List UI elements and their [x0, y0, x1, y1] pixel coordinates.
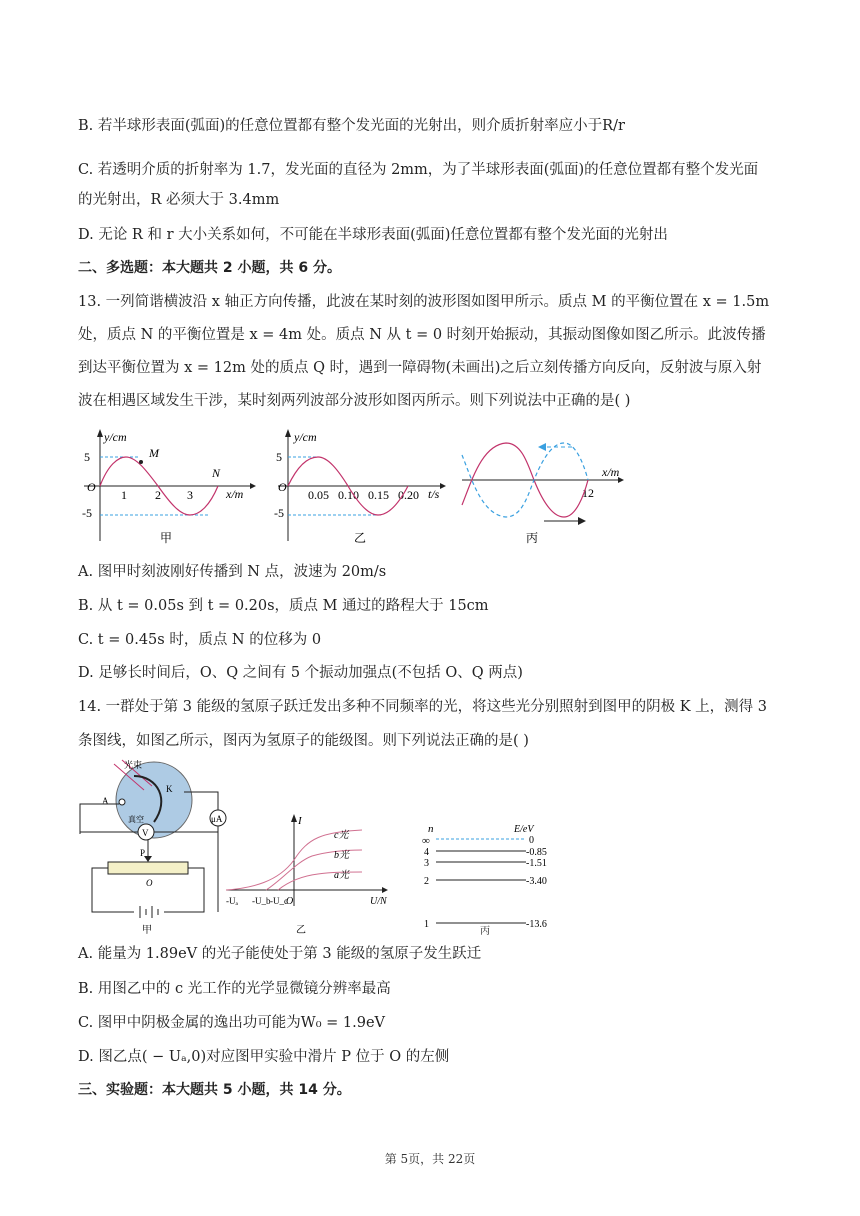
- jia14-beam: 光束: [124, 760, 143, 770]
- bing14-l3: 3: [424, 858, 429, 869]
- jia-xlabel: x/m: [226, 487, 244, 501]
- option-d-12: D. 无论 R 和 r 大小关系如何，不可能在半球形表面(弧面)任意位置都有整个发光面的光射出: [78, 227, 668, 243]
- bing14-caption: 丙: [480, 926, 490, 937]
- jia14-vacuum: 真空: [128, 815, 144, 824]
- yi-origin: O: [278, 480, 287, 494]
- jia-y5: 5: [84, 450, 90, 464]
- option-c-14: C. 图甲中阴极金属的逸出功可能为W₀ = 1.9eV: [78, 1015, 385, 1031]
- option-a-13: A. 图甲时刻波刚好传播到 N 点，波速为 20m/s: [78, 564, 387, 580]
- yi-caption: 乙: [354, 531, 367, 545]
- page-footer: 第 5页，共 22页: [384, 1152, 476, 1166]
- bing14-e2: -3.40: [526, 876, 547, 887]
- option-c-12-cont: 的光射出，R 必须大于 3.4mm: [78, 192, 280, 208]
- jia14-p: P: [140, 848, 146, 858]
- jia-ylabel: y/cm: [104, 430, 127, 444]
- yi14-a: a光: [334, 870, 349, 881]
- jia-point-m: M: [149, 446, 159, 460]
- figure-14-yi: [222, 810, 402, 935]
- option-a-14: A. 能量为 1.89eV 的光子能使处于第 3 能级的氢原子发生跃迁: [78, 946, 482, 962]
- yi14-b: b光: [334, 850, 349, 861]
- yi14-caption: 乙: [296, 925, 306, 935]
- option-d-14: D. 图乙点( − Uₐ,0)对应图甲实验中滑片 P 位于 O 的左侧: [78, 1049, 450, 1065]
- question-13-line-4: 波在相遇区域发生干涉，某时刻两列波部分波形如图丙所示。则下列说法中正确的是( ): [78, 393, 631, 409]
- bing14-e3: -1.51: [526, 858, 547, 869]
- yi-y5: 5: [276, 450, 282, 464]
- question-13-line-3: 到达平衡位置为 x = 12m 处的质点 Q 时，遇到一障碍物(未画出)之后立刻传播方向反向，反射波与原入射: [78, 360, 762, 376]
- bing-caption: 丙: [526, 531, 539, 545]
- figure-13-bing: [458, 425, 638, 550]
- question-13-line-1: 13. 一列简谐横波沿 x 轴正方向传播，此波在某时刻的波形图如图甲所示。质点 M 的平衡位置在 x = 1.5m: [78, 294, 770, 310]
- jia-tick-1: 1: [121, 488, 127, 502]
- yi-tick-1: 0.05: [308, 488, 329, 502]
- jia14-a: A: [102, 796, 109, 806]
- option-b-13: B. 从 t = 0.05s 到 t = 0.20s，质点 M 通过的路程大于 15cm: [78, 598, 489, 614]
- jia14-caption: 甲: [142, 925, 152, 936]
- bing-xlabel: x/m: [602, 465, 620, 479]
- bing14-l2: 2: [424, 876, 429, 887]
- yi-tick-2: 0.10: [338, 488, 359, 502]
- bing14-e0: 0: [529, 835, 534, 846]
- figure-13-jia: [78, 425, 258, 550]
- jia14-o: O: [146, 878, 153, 888]
- bing14-inf: ∞: [422, 835, 430, 847]
- jia-yneg5: -5: [82, 506, 92, 520]
- bing14-l1: 1: [424, 919, 429, 930]
- option-c-12: C. 若透明介质的折射率为 1.7，发光面的直径为 2mm，为了半球形表面(弧面)的任意位置都有整个发光面: [78, 162, 759, 178]
- question-14-line-2: 条图线，如图乙所示，图丙为氢原子的能级图。则下列说法正确的是( ): [78, 733, 529, 749]
- section-heading-3: 三、实验题：本大题共 5 小题，共 14 分。: [78, 1082, 351, 1098]
- option-c-13: C. t = 0.45s 时，质点 N 的位移为 0: [78, 632, 322, 648]
- option-d-13: D. 足够长时间后，O、Q 之间有 5 个振动加强点(不包括 O、Q 两点): [78, 665, 523, 681]
- jia14-k: K: [166, 784, 173, 794]
- yi-tick-3: 0.15: [368, 488, 389, 502]
- yi14-o: O: [286, 896, 294, 907]
- question-13-line-2: 处，质点 N 的平衡位置是 x = 4m 处。质点 N 从 t = 0 时刻开始振动，其振动图像如图乙所示。此波传播: [78, 327, 766, 343]
- jia-tick-3: 3: [187, 488, 193, 502]
- yi-ylabel: y/cm: [294, 430, 317, 444]
- figure-14-jia: [74, 756, 234, 936]
- jia14-voltmeter: V: [142, 828, 149, 838]
- bing14-l4: 4: [424, 847, 429, 858]
- bing14-e1: -13.6: [526, 919, 547, 930]
- option-b-12: B. 若半球形表面(弧面)的任意位置都有整个发光面的光射出，则介质折射率应小于R/r: [78, 118, 625, 134]
- jia-caption: 甲: [160, 531, 173, 545]
- section-heading-2: 二、多选题：本大题共 2 小题，共 6 分。: [78, 260, 341, 276]
- option-b-14: B. 用图乙中的 c 光工作的光学显微镜分辨率最高: [78, 981, 391, 997]
- figure-13-yi: [272, 425, 452, 550]
- yi14-i-label: I: [298, 815, 302, 827]
- yi14-uc: -U_c: [270, 896, 288, 906]
- bing-tick-12: 12: [582, 486, 594, 500]
- jia14-microammeter: μA: [211, 814, 223, 824]
- question-14-line-1: 14. 一群处于第 3 能级的氢原子跃迁发出多种不同频率的光，将这些光分别照射到图甲的阴极 K 上，测得 3: [78, 699, 767, 715]
- jia-tick-2: 2: [155, 488, 161, 502]
- yi-tick-4: 0.20: [398, 488, 419, 502]
- jia-origin: O: [87, 480, 96, 494]
- yi14-ub: -U_b: [252, 896, 271, 906]
- bing14-e4: -0.85: [526, 847, 547, 858]
- yi-xlabel: t/s: [428, 487, 440, 501]
- bing14-e: E/eV: [514, 824, 534, 835]
- yi-yneg5: -5: [274, 506, 284, 520]
- yi14-u-label: U/N: [370, 896, 387, 907]
- yi14-c: c光: [334, 830, 349, 841]
- bing14-n: n: [428, 823, 434, 835]
- jia-point-n: N: [212, 466, 221, 480]
- yi14-ua: -Uₐ: [226, 896, 238, 906]
- figure-14-bing: [416, 820, 576, 940]
